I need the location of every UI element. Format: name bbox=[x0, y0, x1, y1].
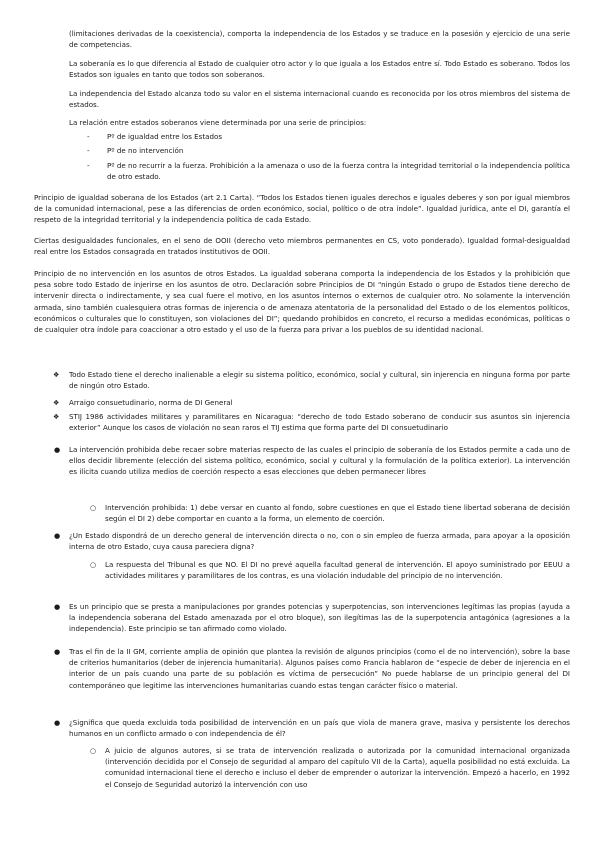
non-intervention-paragraph: Principio de no intervención en los asuntos de otros Estados. La igualdad soberana comporta la independencia de los Estados y la prohibición que pesa sobre todo Estado de injerirse en los asuntos de otro. Declaración sobre Principios de DI “ningún Estado o grupo de Estados tiene derecho de intervenir directa o indirectamente, y sea cual fuere el motivo, en los asuntos internos o externos de cualquier otro. No solamente la intervención armada, sino también cualesquiera otras formas de injerencia o de amenaza atentatoria de la personalidad del Estado o de los elementos políticos, económicos o culturales que lo constituyen, son violaciones del DI”; quedando prohibidos en concreto, el recurso a medidas económicas, políticas o de cualquier otra índole para coaccionar a otro estado y el uso de la fuerza para privar a los pueblos de su identidad nacional. bbox=[34, 269, 570, 335]
functional-inequality-paragraph: Ciertas desigualdades funcionales, en el seno de OOII (derecho veto miembros permanentes en CS, voto ponderado). Igualdad formal-desigualdad real entre los Estados consagrada en tratados institutivos de OOII. bbox=[34, 236, 570, 257]
dot-bullet-icon: ● bbox=[54, 718, 61, 727]
dot-item-4: Tras el fin de la II GM, corriente amplia de opinión que plantea la revisión de algunos principios (como el de no intervención), sobre la base de criterios humanitarios (deber de injerencia humanitaria). Algunos países como Francia hablaron de “especie de deber de injerencia en el interior de un país cuando una parte de su población es víctima de persecución” No puede hablarse de un principio general del DI contemporáneo que legitime las intervenciones humanitarias cuando estas tengan carácter físico o material. bbox=[69, 647, 570, 690]
principle-item-3: Pº de no recurrir a la fuerza. Prohibición a la amenaza o uso de la fuerza contra la integridad territorial o la independencia política de otro estado. bbox=[107, 161, 570, 182]
intro-paragraph-2: La soberanía es lo que diferencia al Estado de cualquier otro actor y lo que iguala a los Estados entre sí. Todo Estado es soberano. Todos los Estados son iguales en tanto que todos son soberanos. bbox=[69, 59, 570, 80]
dot-bullet-icon: ● bbox=[54, 647, 61, 656]
dot-bullet-icon: ● bbox=[54, 602, 61, 611]
list-dash: - bbox=[87, 146, 90, 155]
equality-paragraph: Principio de igualdad soberana de los Estados (art 2.1 Carta). “Todos los Estados tienen iguales derechos e iguales deberes y son por igual miembros de la comunidad internacional, pese a las diferencias de orden económico, social, político o de otra índole”. Igualdad jurídica, ante el DI, garantía el respeto de la integridad territorial y la independencia política de cada Estado. bbox=[34, 193, 570, 225]
diamond-item-2: Arraigo consuetudinario, norma de DI General bbox=[69, 398, 233, 407]
circle-bullet-icon: ○ bbox=[90, 560, 97, 569]
dot-item-5-subitem: A juicio de algunos autores, si se trata de intervención realizada o autorizada por la comunidad internacional organizada (intervención decidida por el Consejo de seguridad al amparo del capítulo VII de la Carta), aquella posibilidad no está excluida. La comunidad internacional tiene el derecho e incluso el deber de emprender o autorizar la intervención. Empezó a hacerlo, en 1992 el Consejo de Seguridad autorizó la intervención con uso bbox=[105, 746, 570, 789]
principle-item-1: Pº de igualdad entre los Estados bbox=[107, 132, 223, 141]
dot-item-5: ¿Significa que queda excluida toda posibilidad de intervención en un país que viola de manera grave, masiva y persistente los derechos humanos en un conflicto armado o con independencia de él? bbox=[69, 718, 570, 739]
intro-paragraph-1: (limitaciones derivadas de la coexistencia), comporta la independencia de los Estados y se traduce en la posesión y ejercicio de una serie de competencias. bbox=[69, 29, 570, 50]
diamond-bullet-icon: ❖ bbox=[53, 398, 60, 407]
dot-item-2-subitem: La respuesta del Tribunal es que NO. El DI no prevé aquella facultad general de intervención. El apoyo suministrado por EEUU a actividades militares y paramilitares de los contras, es una violación indudable del principio de no intervención. bbox=[105, 560, 570, 581]
list-dash: - bbox=[87, 161, 90, 170]
circle-bullet-icon: ○ bbox=[90, 503, 97, 512]
diamond-bullet-icon: ❖ bbox=[53, 370, 60, 379]
diamond-item-3: STIJ 1986 actividades militares y paramilitares en Nicaragua: “derecho de todo Estado soberano de conducir sus asuntos sin injerencia exterior” Aunque los casos de violación no sean raros el TIJ estima que forma parte del DI consuetudinario bbox=[69, 412, 570, 433]
intro-paragraph-3: La independencia del Estado alcanza todo su valor en el sistema internacional cuando es reconocida por los otros miembros del sistema de estados. bbox=[69, 89, 570, 110]
diamond-item-1: Todo Estado tiene el derecho inalienable a elegir su sistema político, económico, social y cultural, sin injerencia en ninguna forma por parte de ningún otro Estado. bbox=[69, 370, 570, 391]
dot-item-3: Es un principio que se presta a manipulaciones por grandes potencias y superpotencias, son intervenciones legítimas las propias (ayuda a la independencia soberana del Estado amenazada por el otro bloque), son ilegítimas las de la superpotencia antagónica (agresiones a la independencia). Este principio se tan afirmado como violado. bbox=[69, 602, 570, 634]
diamond-bullet-icon: ❖ bbox=[53, 412, 60, 421]
dot-item-1: La intervención prohibida debe recaer sobre materias respecto de las cuales el principio de soberanía de los Estados permite a cada uno de ellos decidir libremente (elección del sistema político, económico, social y cultural y la formulación de la política exterior). La intervención es ilícita cuando utiliza medios de coerción respecto a esas elecciones que deben permanecer libres bbox=[69, 445, 570, 477]
intro-paragraph-4: La relación entre estados soberanos viene determinada por una serie de principios: bbox=[69, 118, 367, 127]
dot-item-1-subitem: Intervención prohibida: 1) debe versar en cuanto al fondo, sobre cuestiones en que el Estado tiene libertad soberana de decisión según el DI 2) debe comportar en cuanto a la forma, un elemento de coerción. bbox=[105, 503, 570, 524]
principle-item-2: Pº de no intervención bbox=[107, 146, 184, 155]
dot-bullet-icon: ● bbox=[54, 531, 61, 540]
dot-item-2: ¿Un Estado dispondrá de un derecho general de intervención directa o no, con o sin empleo de fuerza armada, para apoyar a la oposición interna de otro Estado, cuya causa pareciera digna? bbox=[69, 531, 570, 552]
list-dash: - bbox=[87, 132, 90, 141]
circle-bullet-icon: ○ bbox=[90, 746, 97, 755]
dot-bullet-icon: ● bbox=[54, 445, 61, 454]
